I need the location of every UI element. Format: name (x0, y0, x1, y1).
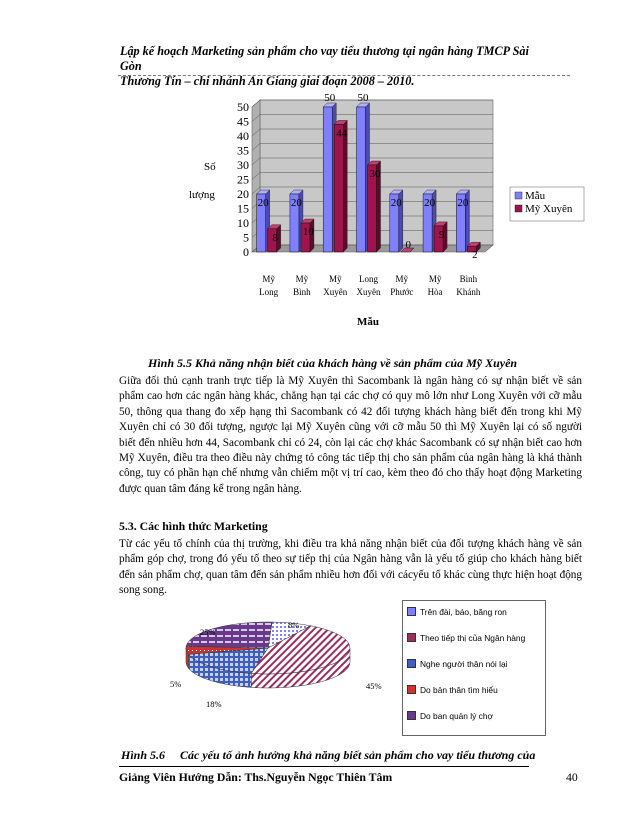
x-tick-label: Long (359, 274, 378, 284)
bar-mau (323, 107, 332, 252)
x-tick-label: Hòa (427, 287, 443, 297)
pie-pct-label: 45% (366, 681, 382, 691)
pie-pct-label: 8% (288, 620, 300, 630)
x-axis-title: Mẫu (357, 316, 379, 328)
y-axis-label-line-1: Số (204, 161, 216, 173)
data-label: 50 (357, 92, 369, 104)
x-tick-label: Bình (293, 287, 311, 297)
y-tick-label: 20 (237, 187, 249, 201)
paragraph-2: Từ các yếu tố chính của thị trường, khi điều tra khả năng nhận biết của đối tượng khách hàng về sản phẩm góp chợ, trong đó yếu tố theo sự tiếp thị của Ngân hàng vẫn là yếu tố giúp cho khách hàng biết đến sản phẩm chợ, quan tâm đến sản phẩm nhiều hơn đối với cácyếu tố khác cùng thực hiện hoạt động song song. (119, 538, 582, 597)
x-tick-label: Long (259, 287, 279, 297)
data-label: 9 (438, 228, 445, 241)
bar-mau (357, 107, 366, 252)
y-tick-label: 50 (237, 100, 249, 114)
pie-pct-label: 18% (206, 699, 222, 709)
legend-label: Mẫu (525, 190, 546, 202)
pie-pct-label: 25% (200, 627, 216, 637)
pie-pct-label: 5% (170, 679, 182, 689)
x-tick-label: Khánh (456, 287, 481, 297)
bar-side (343, 120, 347, 252)
section-title: 5.3. Các hình thức Marketing (119, 519, 268, 533)
pie-legend-swatch (407, 685, 416, 694)
pie-legend-item (407, 633, 525, 643)
data-label: 44 (336, 127, 348, 140)
figure-5-5-caption: Hình 5.5 Khả năng nhận biết của khách hàng về sản phẩm của Mỹ Xuyên (148, 356, 518, 370)
y-tick-label: 45 (237, 114, 249, 129)
pie-legend-item (407, 685, 498, 695)
data-label: 10 (302, 226, 314, 238)
x-tick-label: Xuyên (323, 287, 348, 297)
data-label: 20 (390, 197, 402, 209)
data-label: 20 (257, 197, 269, 209)
bar-chart (185, 92, 595, 332)
y-tick-label: 40 (237, 129, 249, 143)
bar-my-xuyen (334, 124, 343, 252)
pie-legend-swatch (407, 711, 416, 720)
x-tick-label: Mỹ (328, 274, 342, 284)
page-header (120, 44, 540, 89)
y-tick-label: 0 (243, 245, 249, 259)
x-tick-label: Phước (390, 287, 414, 297)
x-tick-label: Mỹ (428, 274, 442, 284)
footer-instructor: Giảng Viên Hướng Dẫn: Ths.Nguyễn Ngọc Thiên Tâm (119, 770, 393, 784)
pie-legend-item (407, 711, 493, 721)
y-tick-label: 15 (237, 201, 249, 216)
pie-legend-label: Nghe người thân nói lại (420, 659, 508, 669)
pie-legend-label: Do bản thân tìm hiểu (420, 685, 498, 695)
y-tick-label: 35 (237, 143, 249, 158)
header-rule (118, 75, 570, 76)
legend-swatch (515, 192, 522, 199)
bar-legend (510, 187, 584, 221)
pie-legend-label: Theo tiếp thị của Ngân hàng (420, 633, 526, 643)
pie-legend-label: Trên đài, báo, băng ron (420, 607, 507, 617)
header-line-2: Thương Tín – chi nhánh An Giang giai đoạn 2008 – 2010. (120, 74, 415, 88)
header-line-1: Lập kế hoạch Marketing sản phẩm cho vay tiểu thương tại ngân hàng TMCP Sài Gòn (120, 44, 529, 73)
y-tick-label: 10 (237, 216, 249, 230)
pie-legend-item (407, 659, 507, 669)
data-label: 20 (457, 197, 469, 209)
y-tick-label: 25 (237, 172, 249, 187)
data-label: 2 (472, 249, 478, 262)
data-label: 50 (324, 92, 336, 104)
y-axis-label-line-2: lượng (189, 189, 215, 201)
data-label: 20 (424, 197, 436, 209)
y-tick-label: 5 (243, 230, 249, 245)
y-tick-label: 30 (237, 158, 249, 172)
x-tick-label: Mỹ (262, 274, 275, 284)
data-label: 8 (272, 231, 278, 244)
pie-legend-item (407, 607, 507, 617)
data-label: 0 (405, 239, 412, 251)
pie-legend-swatch (407, 633, 416, 642)
legend-label: Mỹ Xuyên (525, 203, 573, 215)
pie-legend-swatch (407, 607, 416, 616)
pie-legend-label: Do ban quản lý chợ (420, 711, 494, 721)
data-label: 30 (369, 168, 381, 180)
x-tick-label: Mỹ (395, 274, 409, 284)
pie-legend-swatch (407, 659, 416, 668)
figure-5-6-caption: Hình 5.6 Các yếu tố ảnh hưởng khả năng biết sản phẩm cho vay tiểu thương của (121, 748, 536, 762)
paragraph-1: Giữa đối thủ cạnh tranh trực tiếp là Mỹ Xuyên thì Sacombank là ngân hàng có sự nhận biết về sản phẩm cao hơn các ngân hàng khác, chẳng hạn tại các chợ có quy mô lớn như Long Xuyên với cỡ mẫu 50, thông qua thang đo xếp hạng thì Sacombank có 42 đối tượng khách hàng biết đến trong khi Mỹ Xuyên chỉ có 30 đối tượng, ngược lại Mỹ Xuyên cũng với cỡ mẫu 50 thì Mỹ Xuyên lại có số người biết đến nhiều hơn 44, Sacombank chỉ có 24, còn lại các chợ khác Sacombank có sự nhận biết cao hơn Mỹ Xuyên, điều tra theo điều này chứng tỏ công tác tiếp thị cho sản phẩm của ngân hàng là khá thành công, tuy có phần hạn chế nhưng vẫn chiếm một vị trí cao, kèm theo đó cho thấy hoạt động Marketing được quan tâm đáng kể trong ngân hàng. (119, 375, 582, 495)
pie-chart (160, 598, 410, 718)
x-tick-label: Xuyên (356, 287, 381, 297)
legend-swatch (515, 205, 522, 212)
data-label: 20 (290, 197, 302, 209)
x-tick-label: Mỹ (295, 274, 309, 284)
pie-legend (402, 600, 546, 736)
x-tick-label: Bình (459, 274, 478, 284)
footer-rule (119, 766, 529, 767)
page-number: 40 (566, 770, 578, 784)
